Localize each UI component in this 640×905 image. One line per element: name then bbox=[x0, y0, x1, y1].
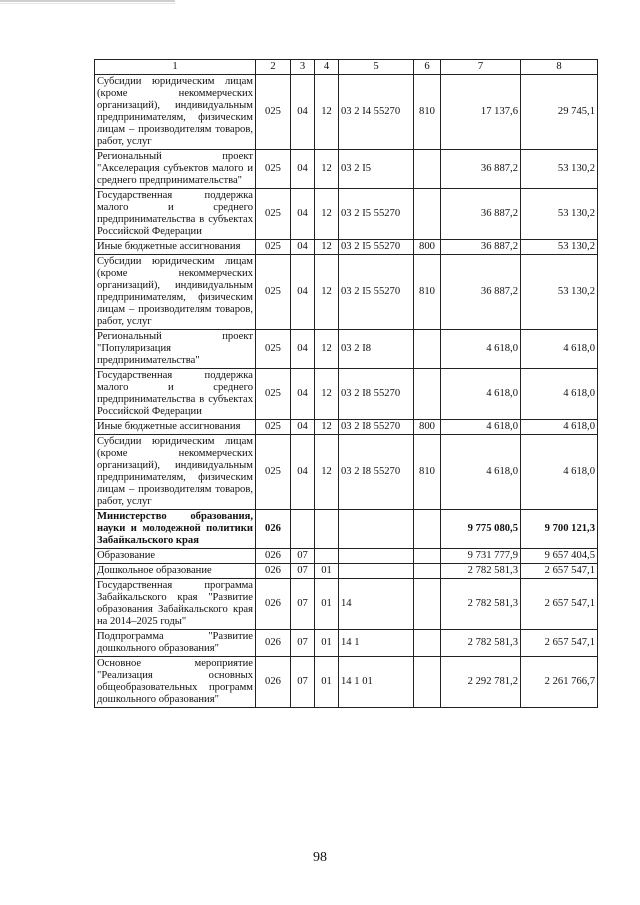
table-row bbox=[95, 75, 598, 150]
cell-section: 04 bbox=[291, 420, 315, 435]
page-number: 98 bbox=[313, 850, 327, 865]
cell-amount-col7: 36 887,2 bbox=[441, 255, 521, 330]
cell-expense-type bbox=[414, 189, 441, 240]
cell-expense-type bbox=[414, 330, 441, 369]
cell-name: Государственная программа Забайкальского края "Развитие образования Забайкальского края на 2014–2025 годы" bbox=[95, 579, 256, 630]
cell-name: Субсидии юридическим лицам (кроме некоммерческих организаций), индивидуальным предпринимателям, физическим лицам – производителям товаров, работ, услуг bbox=[95, 255, 256, 330]
cell-subsection: 12 bbox=[315, 330, 339, 369]
cell-target-article: 03 2 I5 55270 bbox=[339, 240, 414, 255]
cell-amount-col7: 4 618,0 bbox=[441, 435, 521, 510]
table-row bbox=[95, 255, 598, 330]
cell-section: 04 bbox=[291, 150, 315, 189]
cell-subsection: 12 bbox=[315, 420, 339, 435]
cell-amount-col7: 9 731 777,9 bbox=[441, 549, 521, 564]
column-header: 2 bbox=[256, 60, 291, 75]
cell-name: Подпрограмма "Развитие дошкольного образования" bbox=[95, 630, 256, 657]
cell-expense-type bbox=[414, 369, 441, 420]
table-row bbox=[95, 510, 598, 549]
cell-name: Дошкольное образование bbox=[95, 564, 256, 579]
cell-target-article: 14 1 bbox=[339, 630, 414, 657]
cell-expense-type: 800 bbox=[414, 420, 441, 435]
cell-expense-type bbox=[414, 150, 441, 189]
cell-expense-type: 810 bbox=[414, 255, 441, 330]
cell-amount-col8: 9 657 404,5 bbox=[521, 549, 598, 564]
cell-amount-col7: 36 887,2 bbox=[441, 189, 521, 240]
cell-target-article: 14 bbox=[339, 579, 414, 630]
column-header: 4 bbox=[315, 60, 339, 75]
cell-ministry-code: 026 bbox=[256, 549, 291, 564]
cell-section: 07 bbox=[291, 630, 315, 657]
cell-amount-col8: 53 130,2 bbox=[521, 150, 598, 189]
table-row bbox=[95, 564, 598, 579]
cell-name: Субсидии юридическим лицам (кроме некоммерческих организаций), индивидуальным предпринимателям, физическим лицам – производителям товаров, работ, услуг bbox=[95, 75, 256, 150]
cell-amount-col8: 53 130,2 bbox=[521, 189, 598, 240]
cell-name: Иные бюджетные ассигнования bbox=[95, 420, 256, 435]
cell-amount-col7: 4 618,0 bbox=[441, 420, 521, 435]
cell-subsection: 12 bbox=[315, 369, 339, 420]
cell-subsection: 12 bbox=[315, 255, 339, 330]
cell-amount-col8: 9 700 121,3 bbox=[521, 510, 598, 549]
cell-amount-col7: 4 618,0 bbox=[441, 369, 521, 420]
cell-ministry-code: 026 bbox=[256, 510, 291, 549]
cell-subsection: 01 bbox=[315, 564, 339, 579]
cell-ministry-code: 025 bbox=[256, 240, 291, 255]
table-row bbox=[95, 420, 598, 435]
column-header: 7 bbox=[441, 60, 521, 75]
cell-ministry-code: 026 bbox=[256, 579, 291, 630]
cell-name: Региональный проект "Популяризация предпринимательства" bbox=[95, 330, 256, 369]
cell-section: 07 bbox=[291, 564, 315, 579]
cell-target-article: 03 2 I5 55270 bbox=[339, 189, 414, 240]
cell-ministry-code: 025 bbox=[256, 330, 291, 369]
cell-target-article: 03 2 I5 bbox=[339, 150, 414, 189]
table-row bbox=[95, 369, 598, 420]
cell-amount-col7: 36 887,2 bbox=[441, 150, 521, 189]
cell-subsection bbox=[315, 549, 339, 564]
cell-amount-col7: 2 782 581,3 bbox=[441, 630, 521, 657]
column-header: 1 bbox=[95, 60, 256, 75]
cell-ministry-code: 025 bbox=[256, 369, 291, 420]
cell-section: 04 bbox=[291, 189, 315, 240]
column-header: 6 bbox=[414, 60, 441, 75]
cell-ministry-code: 025 bbox=[256, 255, 291, 330]
cell-target-article: 14 1 01 bbox=[339, 657, 414, 708]
cell-name: Иные бюджетные ассигнования bbox=[95, 240, 256, 255]
cell-section: 04 bbox=[291, 369, 315, 420]
cell-ministry-code: 026 bbox=[256, 657, 291, 708]
cell-ministry-code: 025 bbox=[256, 75, 291, 150]
cell-amount-col7: 4 618,0 bbox=[441, 330, 521, 369]
cell-expense-type: 800 bbox=[414, 240, 441, 255]
cell-subsection: 12 bbox=[315, 150, 339, 189]
cell-amount-col7: 2 782 581,3 bbox=[441, 579, 521, 630]
cell-expense-type bbox=[414, 630, 441, 657]
cell-target-article: 03 2 I8 55270 bbox=[339, 435, 414, 510]
cell-expense-type: 810 bbox=[414, 435, 441, 510]
cell-target-article: 03 2 I8 55270 bbox=[339, 369, 414, 420]
budget-table bbox=[94, 59, 598, 708]
cell-amount-col8: 29 745,1 bbox=[521, 75, 598, 150]
table-row bbox=[95, 330, 598, 369]
cell-expense-type bbox=[414, 579, 441, 630]
cell-expense-type bbox=[414, 657, 441, 708]
header-row bbox=[95, 60, 598, 75]
cell-subsection: 01 bbox=[315, 579, 339, 630]
cell-amount-col7: 2 782 581,3 bbox=[441, 564, 521, 579]
column-header: 8 bbox=[521, 60, 598, 75]
cell-subsection: 12 bbox=[315, 240, 339, 255]
cell-target-article: 03 2 I8 55270 bbox=[339, 420, 414, 435]
table-row bbox=[95, 189, 598, 240]
cell-section: 04 bbox=[291, 255, 315, 330]
cell-name: Основное мероприятие "Реализация основных общеобразовательных программ дошкольного образования" bbox=[95, 657, 256, 708]
cell-section: 04 bbox=[291, 75, 315, 150]
cell-amount-col8: 2 657 547,1 bbox=[521, 564, 598, 579]
table-row bbox=[95, 657, 598, 708]
cell-ministry-code: 025 bbox=[256, 150, 291, 189]
table-row bbox=[95, 579, 598, 630]
cell-ministry-code: 026 bbox=[256, 630, 291, 657]
cell-name: Министерство образования, науки и молодежной политики Забайкальского края bbox=[95, 510, 256, 549]
cell-subsection bbox=[315, 510, 339, 549]
cell-amount-col7: 9 775 080,5 bbox=[441, 510, 521, 549]
cell-amount-col8: 4 618,0 bbox=[521, 420, 598, 435]
cell-amount-col8: 2 657 547,1 bbox=[521, 579, 598, 630]
column-header: 3 bbox=[291, 60, 315, 75]
cell-ministry-code: 025 bbox=[256, 435, 291, 510]
cell-target-article: 03 2 I8 bbox=[339, 330, 414, 369]
cell-target-article: 03 2 I4 55270 bbox=[339, 75, 414, 150]
cell-amount-col8: 4 618,0 bbox=[521, 330, 598, 369]
cell-subsection: 12 bbox=[315, 435, 339, 510]
cell-amount-col8: 4 618,0 bbox=[521, 435, 598, 510]
cell-amount-col8: 53 130,2 bbox=[521, 255, 598, 330]
cell-amount-col8: 2 657 547,1 bbox=[521, 630, 598, 657]
cell-subsection: 12 bbox=[315, 189, 339, 240]
scan-edge-mark bbox=[0, 3, 175, 4]
cell-subsection: 01 bbox=[315, 657, 339, 708]
cell-section bbox=[291, 510, 315, 549]
scan-edge-mark bbox=[0, 0, 175, 2]
table-row bbox=[95, 549, 598, 564]
table-body bbox=[95, 60, 598, 708]
cell-section: 04 bbox=[291, 435, 315, 510]
table-row bbox=[95, 150, 598, 189]
cell-target-article bbox=[339, 549, 414, 564]
cell-amount-col8: 2 261 766,7 bbox=[521, 657, 598, 708]
table-row bbox=[95, 435, 598, 510]
column-header: 5 bbox=[339, 60, 414, 75]
cell-amount-col7: 17 137,6 bbox=[441, 75, 521, 150]
table-row bbox=[95, 630, 598, 657]
cell-section: 07 bbox=[291, 657, 315, 708]
cell-amount-col8: 53 130,2 bbox=[521, 240, 598, 255]
cell-amount-col7: 36 887,2 bbox=[441, 240, 521, 255]
cell-target-article bbox=[339, 510, 414, 549]
cell-section: 07 bbox=[291, 579, 315, 630]
cell-subsection: 12 bbox=[315, 75, 339, 150]
cell-name: Образование bbox=[95, 549, 256, 564]
cell-ministry-code: 025 bbox=[256, 189, 291, 240]
cell-ministry-code: 025 bbox=[256, 420, 291, 435]
cell-section: 07 bbox=[291, 549, 315, 564]
cell-expense-type bbox=[414, 549, 441, 564]
cell-expense-type bbox=[414, 510, 441, 549]
cell-expense-type: 810 bbox=[414, 75, 441, 150]
cell-section: 04 bbox=[291, 330, 315, 369]
cell-ministry-code: 026 bbox=[256, 564, 291, 579]
cell-name: Государственная поддержка малого и среднего предпринимательства в субъектах Российской Федерации bbox=[95, 369, 256, 420]
cell-target-article bbox=[339, 564, 414, 579]
cell-target-article: 03 2 I5 55270 bbox=[339, 255, 414, 330]
cell-subsection: 01 bbox=[315, 630, 339, 657]
cell-amount-col8: 4 618,0 bbox=[521, 369, 598, 420]
cell-name: Государственная поддержка малого и среднего предпринимательства в субъектах Российской Федерации bbox=[95, 189, 256, 240]
cell-expense-type bbox=[414, 564, 441, 579]
cell-amount-col7: 2 292 781,2 bbox=[441, 657, 521, 708]
cell-name: Субсидии юридическим лицам (кроме некоммерческих организаций), индивидуальным предпринимателям, физическим лицам – производителям товаров, работ, услуг bbox=[95, 435, 256, 510]
cell-name: Региональный проект "Акселерация субъектов малого и среднего предпринимательства" bbox=[95, 150, 256, 189]
cell-section: 04 bbox=[291, 240, 315, 255]
table-row bbox=[95, 240, 598, 255]
